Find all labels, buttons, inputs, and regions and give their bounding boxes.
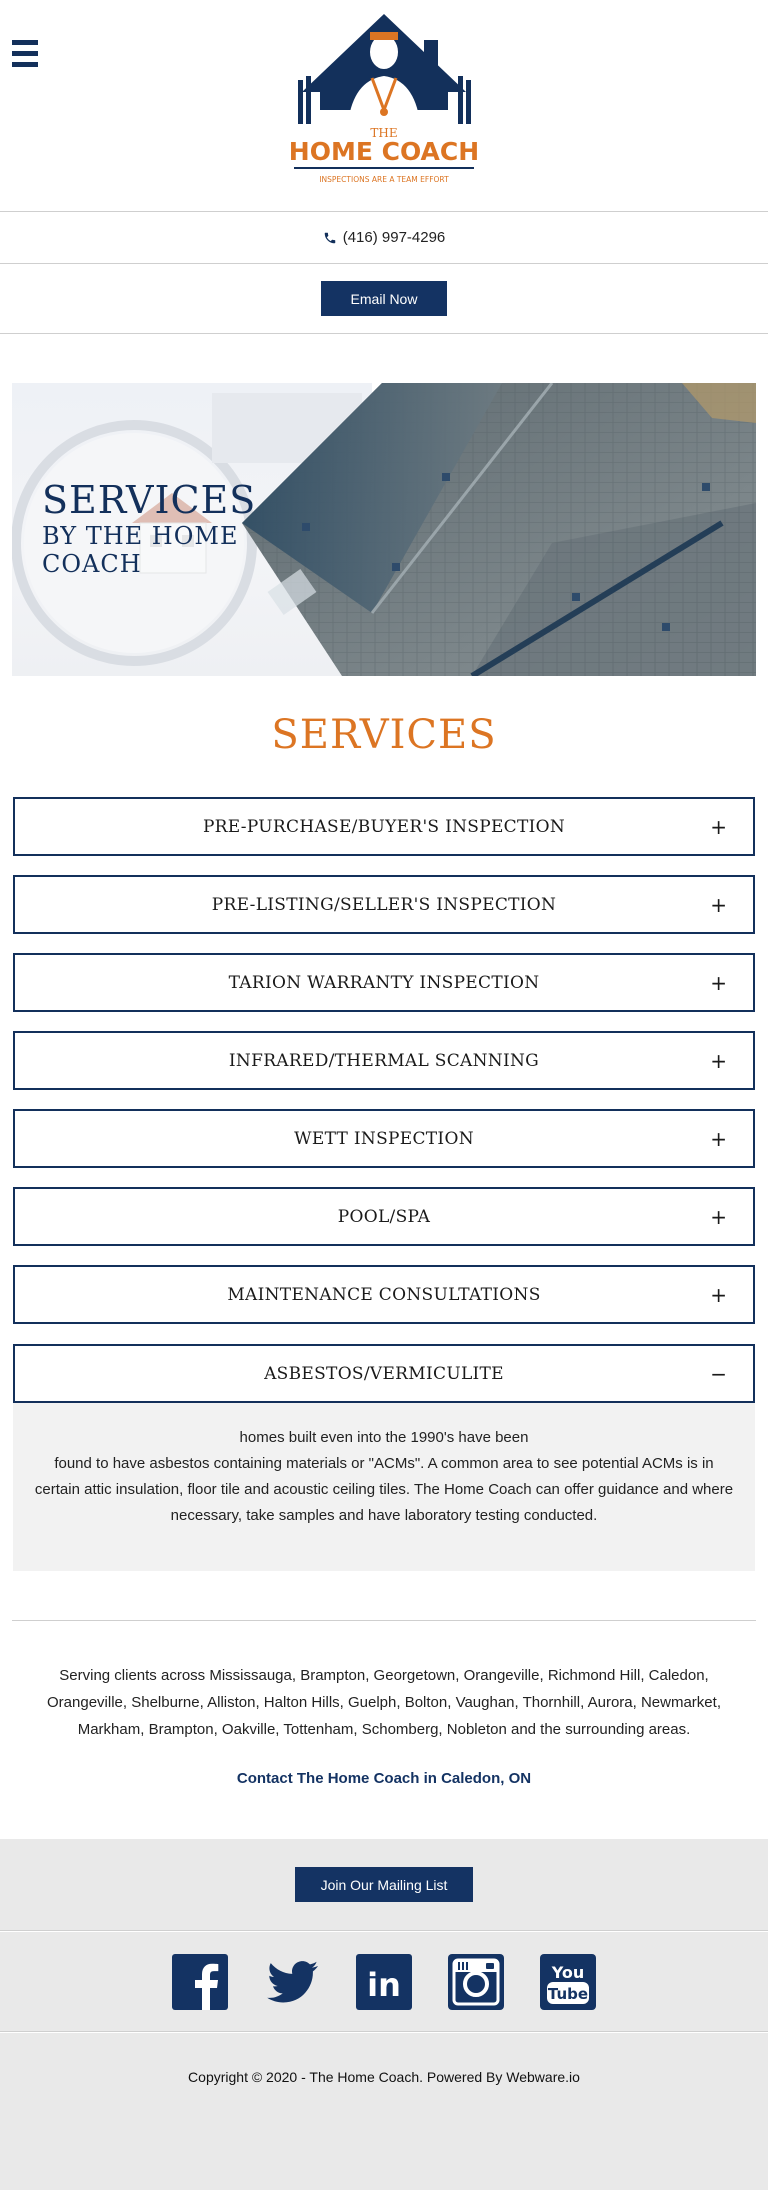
menu-icon[interactable] xyxy=(12,40,38,67)
accordion-maintenance[interactable] xyxy=(13,1265,755,1324)
logo-tagline-text: INSPECTIONS ARE A TEAM EFFORT xyxy=(319,175,449,184)
logo-name-text: HOME COACH xyxy=(288,137,480,166)
plus-icon[interactable]: + xyxy=(710,1282,727,1307)
home-coach-logo[interactable] xyxy=(288,10,480,192)
facebook-icon[interactable] xyxy=(172,1954,228,2010)
hero-title-line1: SERVICES xyxy=(42,478,257,522)
accordion-tarion[interactable] xyxy=(13,953,755,1012)
accordion-label: INFRARED/THERMAL SCANNING xyxy=(228,1050,540,1071)
linkedin-text: in xyxy=(367,1965,401,2004)
accordion-label: ASBESTOS/VERMICULITE xyxy=(264,1363,504,1384)
service-area-text: Serving clients across Mississauga, Brampton, Georgetown, Orangeville, Richmond Hill, Caledon, Orangeville, Shelburne, Alliston, Halton Hills, Guelph, Bolton, Vaughan, Thornhill, Aurora, Newmarket, Markham, Brampton, Oakville, Tottenham, Schomberg, Nobleton and the surrounding areas. xyxy=(47,1667,721,1738)
asbestos-text: found to have asbestos containing materials or "ACMs". A common area to see potential ACMs is in certain attic insulation, floor tile and acoustic ceiling tiles. The Home Coach can offer guidance and where necessary, take samples and have laboratory testing conducted. xyxy=(34,1455,734,1524)
accordion-asbestos-panel xyxy=(13,1403,755,1571)
accordion-asbestos[interactable] xyxy=(13,1344,755,1403)
plus-icon[interactable]: + xyxy=(710,1126,727,1151)
accordion-wett[interactable] xyxy=(13,1109,755,1168)
plus-icon[interactable]: + xyxy=(710,1048,727,1073)
join-mailing-list-button[interactable]: Join Our Mailing List xyxy=(295,1867,473,1902)
section-divider xyxy=(12,1620,756,1621)
phone-icon xyxy=(323,231,337,245)
site-footer xyxy=(0,2033,768,2190)
contact-caledon-link[interactable]: Contact The Home Coach in Caledon, ON xyxy=(236,1770,532,1787)
services-heading: SERVICES xyxy=(271,712,497,758)
plus-icon[interactable]: + xyxy=(710,814,727,839)
hero-roof-image xyxy=(242,383,756,676)
hero-title-line3: COACH xyxy=(42,550,142,578)
services-accordion xyxy=(13,797,755,1343)
phone-row[interactable] xyxy=(0,212,768,264)
hero-title-line2: BY THE HOME xyxy=(42,522,239,550)
youtube-text-top: You xyxy=(551,1962,585,1982)
asbestos-text-line1: homes built even into the 1990's have been xyxy=(239,1429,529,1446)
accordion-label: PRE-LISTING/SELLER'S INSPECTION xyxy=(211,894,557,915)
accordion-pre-purchase[interactable] xyxy=(13,797,755,856)
plus-icon[interactable]: + xyxy=(710,970,727,995)
youtube-icon[interactable] xyxy=(540,1954,596,2010)
accordion-infrared[interactable] xyxy=(13,1031,755,1090)
site-header xyxy=(0,0,768,212)
accordion-label: WETT INSPECTION xyxy=(294,1128,474,1149)
copyright-text: Copyright © 2020 - The Home Coach. Powered By Webware.io xyxy=(188,2069,580,2085)
logo-the-text: THE xyxy=(370,126,398,140)
phone-number[interactable]: (416) 997-4296 xyxy=(342,229,446,246)
twitter-icon[interactable] xyxy=(264,1954,320,2010)
accordion-label: PRE-PURCHASE/BUYER'S INSPECTION xyxy=(202,816,566,837)
plus-icon[interactable]: + xyxy=(710,1204,727,1229)
email-row xyxy=(0,264,768,334)
accordion-pre-listing[interactable] xyxy=(13,875,755,934)
accordion-pool-spa[interactable] xyxy=(13,1187,755,1246)
accordion-label: TARION WARRANTY INSPECTION xyxy=(228,972,540,993)
linkedin-icon[interactable] xyxy=(356,1954,412,2010)
mailing-list-band xyxy=(0,1839,768,1931)
minus-icon[interactable]: − xyxy=(710,1361,727,1386)
social-band xyxy=(0,1932,768,2032)
email-now-button[interactable]: Email Now xyxy=(321,281,447,316)
accordion-label: POOL/SPA xyxy=(337,1206,431,1227)
plus-icon[interactable]: + xyxy=(710,892,727,917)
instagram-icon[interactable] xyxy=(448,1954,504,2010)
hero-title xyxy=(42,478,256,578)
accordion-label: MAINTENANCE CONSULTATIONS xyxy=(227,1284,541,1305)
hero-banner xyxy=(12,383,756,676)
youtube-text-bottom: Tube xyxy=(547,1984,589,2003)
